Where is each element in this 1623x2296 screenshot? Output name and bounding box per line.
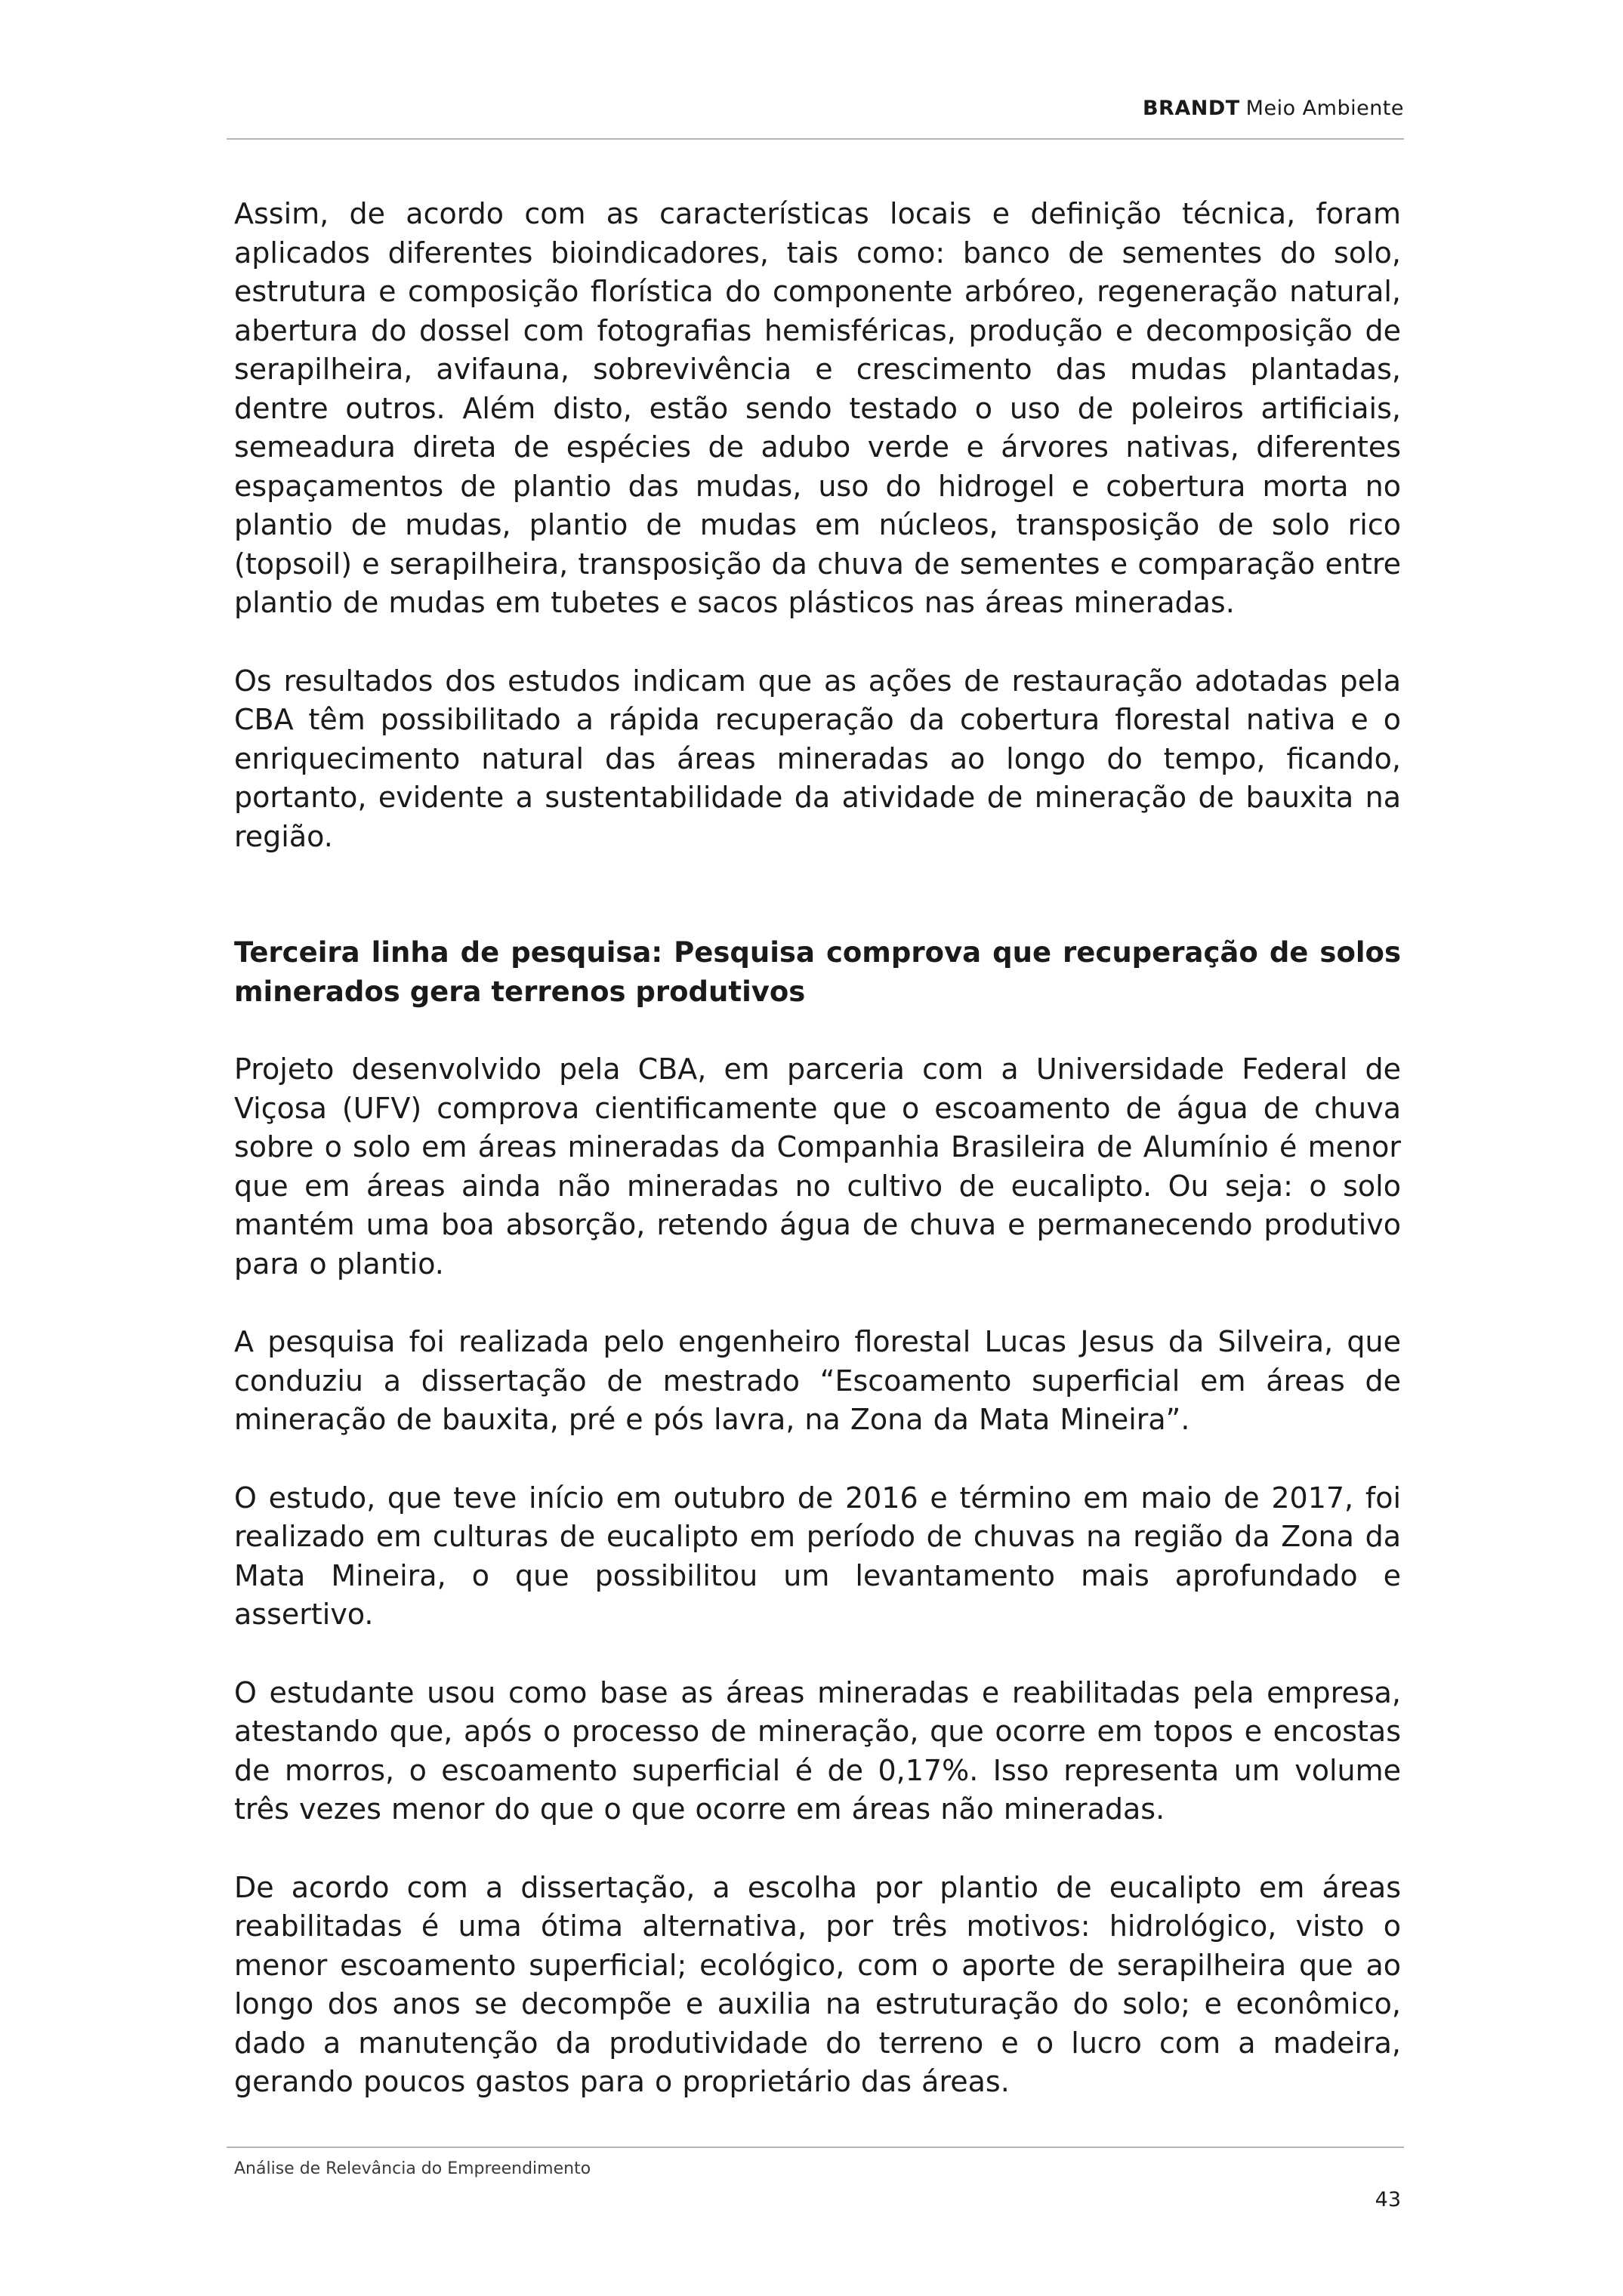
body-paragraph: O estudante usou como base as áreas mineradas e reabilitadas pela empresa, atestando que, após o processo de mineração, que ocorre em topos e encostas de morros, o escoamento superficial é de 0,17%. Isso representa um volume três vezes menor do que o que ocorre em áreas não mineradas. xyxy=(234,1675,1401,1826)
body-paragraph: Assim, de acordo com as características locais e definição técnica, foram aplicados diferentes bioindicadores, tais como: banco de sementes do solo, estrutura e composição florística do componente arbóreo, regeneração natural, abertura do dossel com fotografias hemisféricas, produção e decomposição de serapilheira, avifauna, sobrevivência e crescimento das mudas plantadas, dentre outros. Além disto, estão sendo testado o uso de poleiros artificiais, semeadura direta de espécies de adubo verde e árvores nativas, diferentes espaçamentos de plantio das mudas, uso do hidrogel e cobertura morta no plantio de mudas, plantio de mudas em núcleos, transposição de solo rico (topsoil) e serapilheira, transposição da chuva de sementes e comparação entre plantio de mudas em tubetes e sacos plásticos nas áreas mineradas. xyxy=(234,197,1401,619)
page-number: 43 xyxy=(1375,2188,1401,2211)
footer-document-title: Análise de Relevância do Empreendimento xyxy=(234,2159,591,2178)
body-paragraph: De acordo com a dissertação, a escolha por plantio de eucalipto em áreas reabilitadas é uma ótima alternativa, por três motivos: hidrológico, visto o menor escoamento superficial; ecológico, com o aporte de serapilheira que ao longo dos anos se decompõe e auxilia na estruturação do solo; e econômico, dado a manutenção da produtividade do terreno e o lucro com a madeira, gerando poucos gastos para o proprietário das áreas. xyxy=(234,1870,1401,2098)
header-brand: BRANDT xyxy=(1142,97,1240,120)
body-paragraph: Projeto desenvolvido pela CBA, em parceria com a Universidade Federal de Viçosa (UFV) comprova cientificamente que o escoamento de água de chuva sobre o solo em áreas mineradas da Companhia Brasileira de Alumínio é menor que em áreas ainda não mineradas no cultivo de eucalipto. Ou seja: o solo mantém uma boa absorção, retendo água de chuva e permanecendo produtivo para o plantio. xyxy=(234,1052,1401,1281)
page-body xyxy=(234,195,1401,2102)
header-subtitle: Meio Ambiente xyxy=(1245,97,1404,120)
body-paragraph: Os resultados dos estudos indicam que as ações de restauração adotadas pela CBA têm possibilitado a rápida recuperação da cobertura florestal nativa e o enriquecimento natural das áreas mineradas ao longo do tempo, ficando, portanto, evidente a sustentabilidade da atividade de mineração de bauxita na região. xyxy=(234,664,1401,853)
body-paragraph: O estudo, que teve início em outubro de 2016 e término em maio de 2017, foi realizado em culturas de eucalipto em período de chuvas na região da Zona da Mata Mineira, o que possibilitou um levantamento mais aprofundado e assertivo. xyxy=(234,1481,1401,1631)
header-divider xyxy=(227,138,1404,140)
section-heading: Terceira linha de pesquisa: Pesquisa comprova que recuperação de solos minerados gera terrenos produtivos xyxy=(234,936,1401,1008)
body-paragraph: A pesquisa foi realizada pelo engenheiro florestal Lucas Jesus da Silveira, que conduziu a dissertação de mestrado “Escoamento superficial em áreas de mineração de bauxita, pré e pós lavra, na Zona da Mata Mineira”. xyxy=(234,1325,1401,1436)
footer-divider xyxy=(227,2147,1404,2148)
page-header xyxy=(0,97,1404,120)
